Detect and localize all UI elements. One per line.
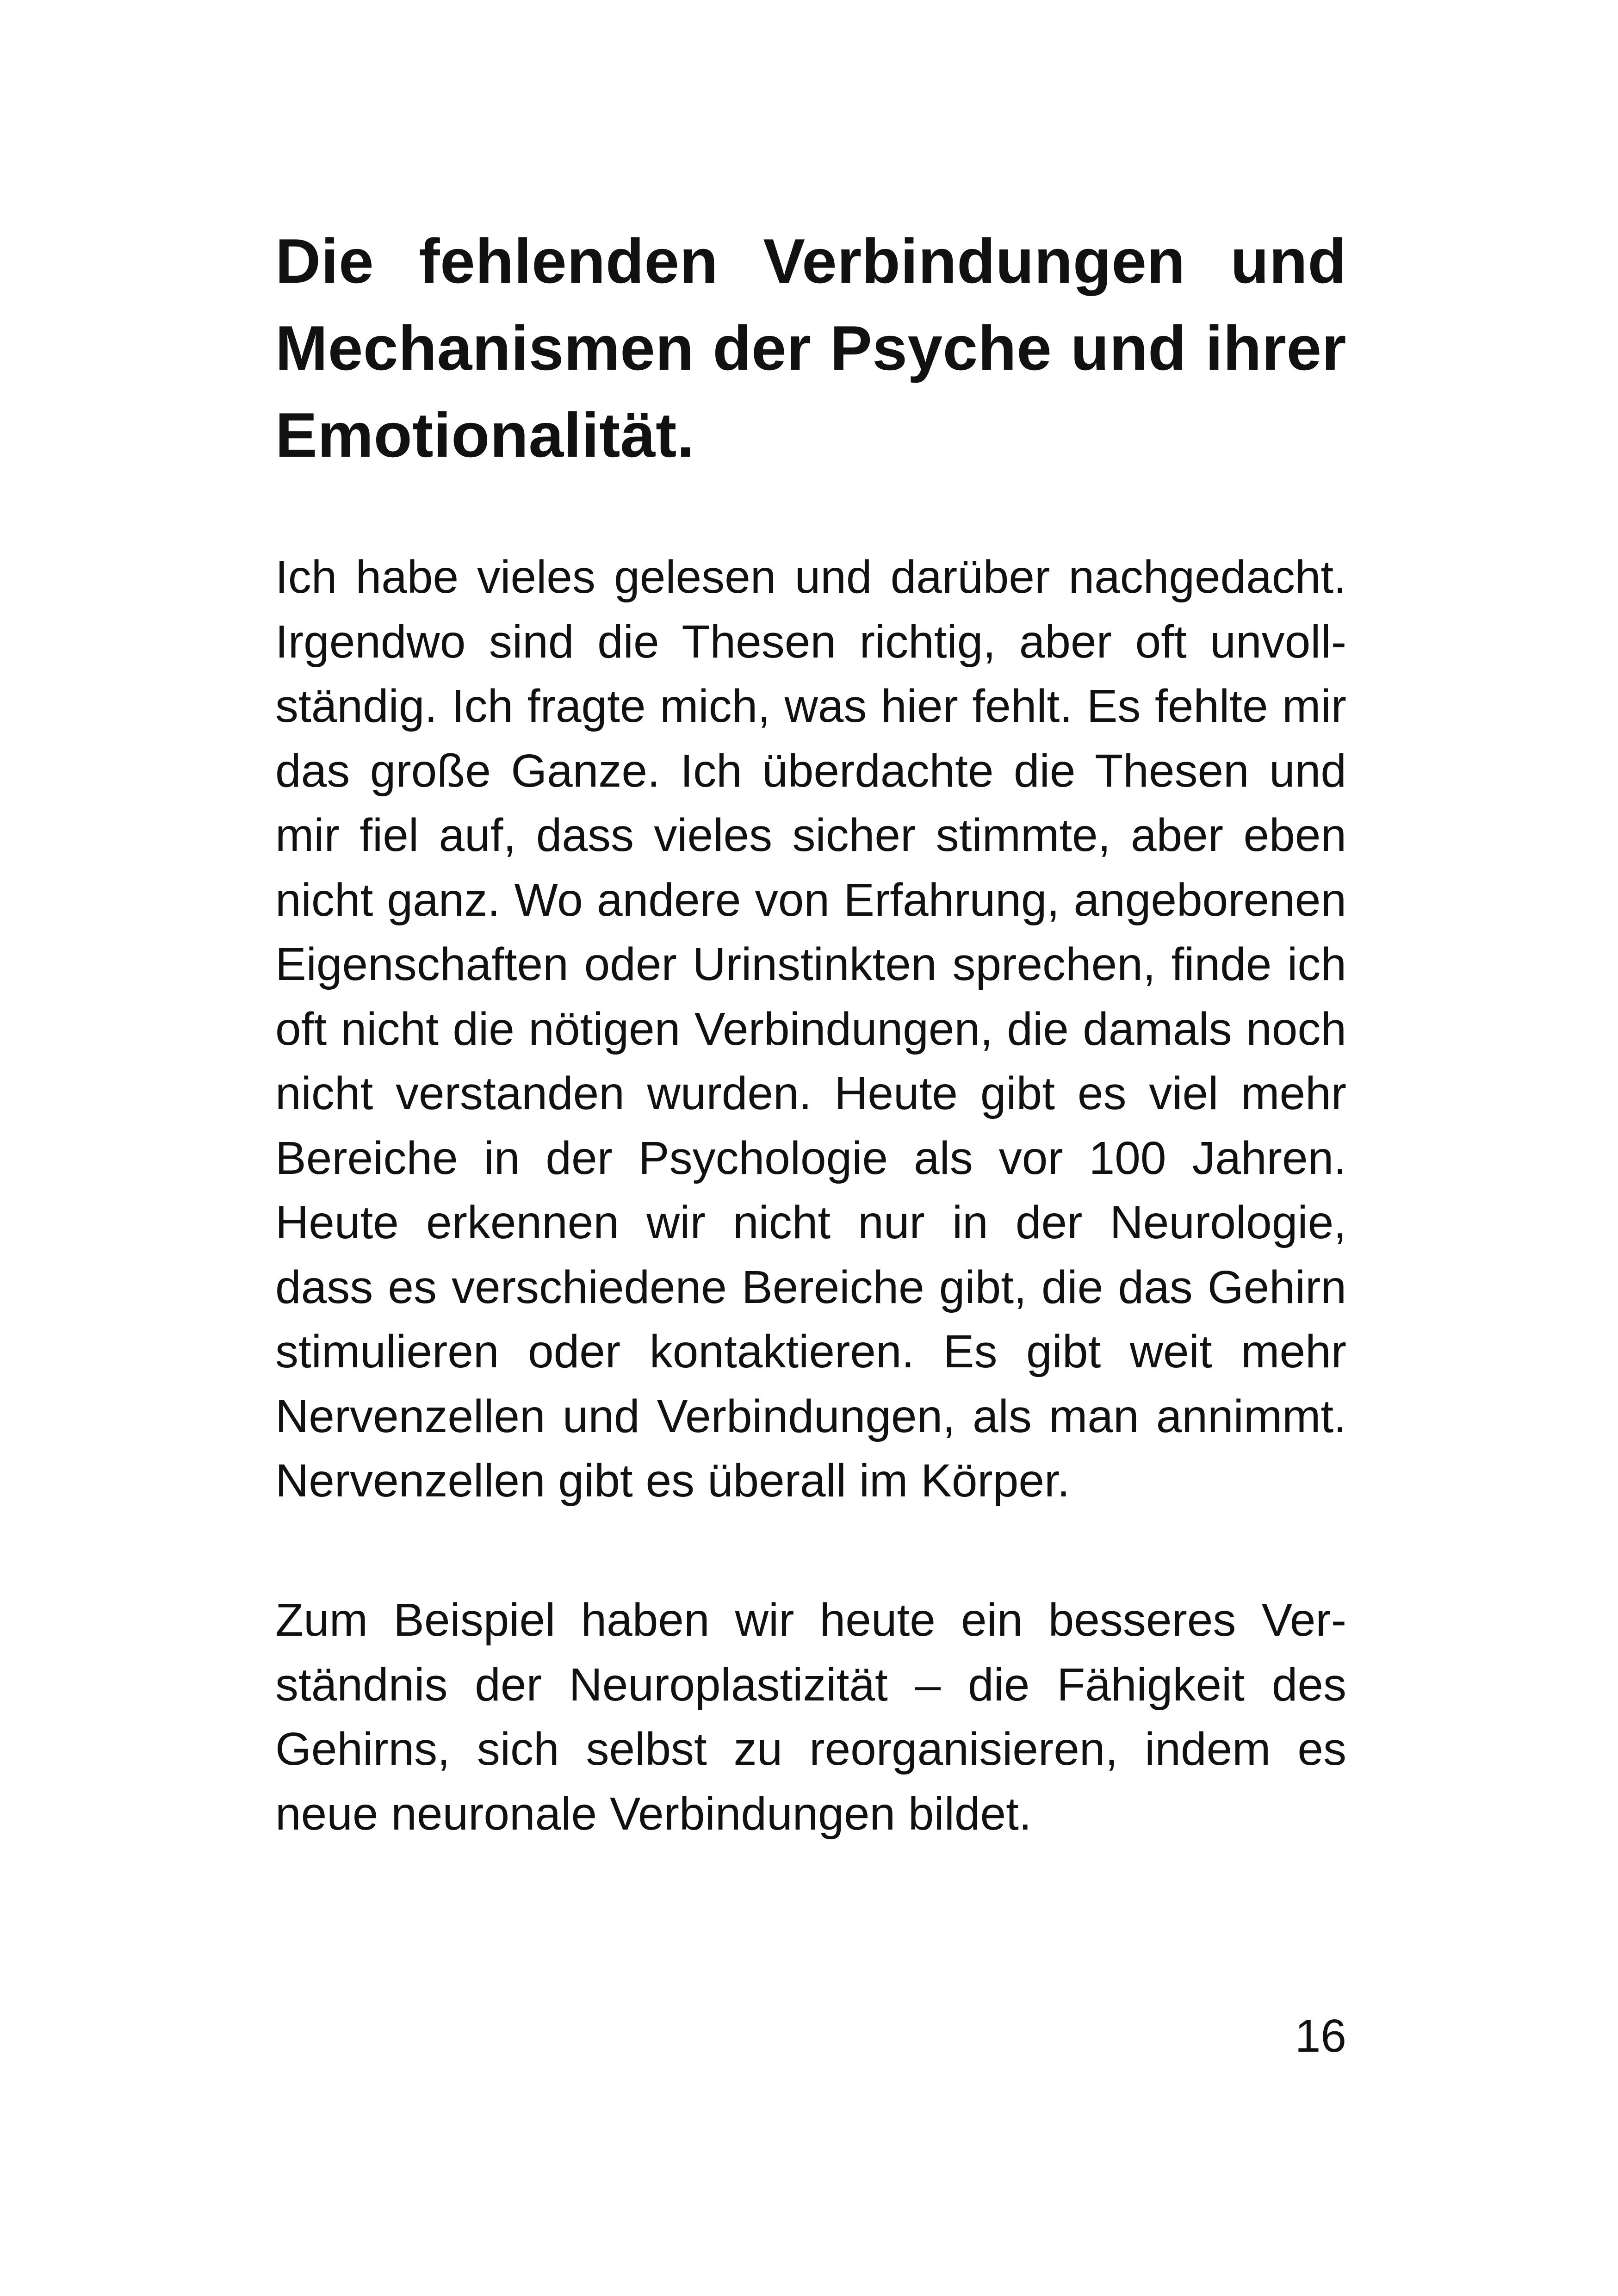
body-paragraph-2: Zum Beispiel haben wir heute ein besseres Verständnis der Neuroplastizität – die Fähigkeit des Gehirns, sich selbst zu reorganisieren, indem es neue neuronale Verbindungen bildet.	[275, 1594, 1346, 1840]
body-paragraph-1: Ich habe vieles gelesen und darüber nachgedacht. Irgendwo sind die Thesen richtig, aber oft unvollständig. Ich fragte mich, was hier fehlt. Es fehlte mir das große Ganze. Ich überdachte die Thesen und mir fiel auf, dass vieles sicher stimmte, aber eben nicht ganz. Wo andere von Erfahrung, angeborenen Eigenschaften oder Urinstinkten sprechen, finde ich oft nicht die nötigen Verbindungen, die damals noch nicht verstanden wurden. Heute gibt es viel mehr Bereiche in der Psychologie als vor 100 Jahren. Heute erkennen wir nicht nur in der Neurologie, dass es verschiedene Bereiche gibt, die das Gehirn stimulieren oder kontaktieren. Es gibt weit mehr Nervenzellen und Verbindungen, als man annimmt. Nervenzellen gibt es überall im Körper.	[275, 551, 1346, 1507]
chapter-heading: Die fehlenden Verbindungen und Mechanismen der Psyche und ihrer Emotionalität.	[275, 226, 1346, 470]
page-number: 16	[1295, 2010, 1346, 2062]
book-page	[275, 0, 1346, 2296]
